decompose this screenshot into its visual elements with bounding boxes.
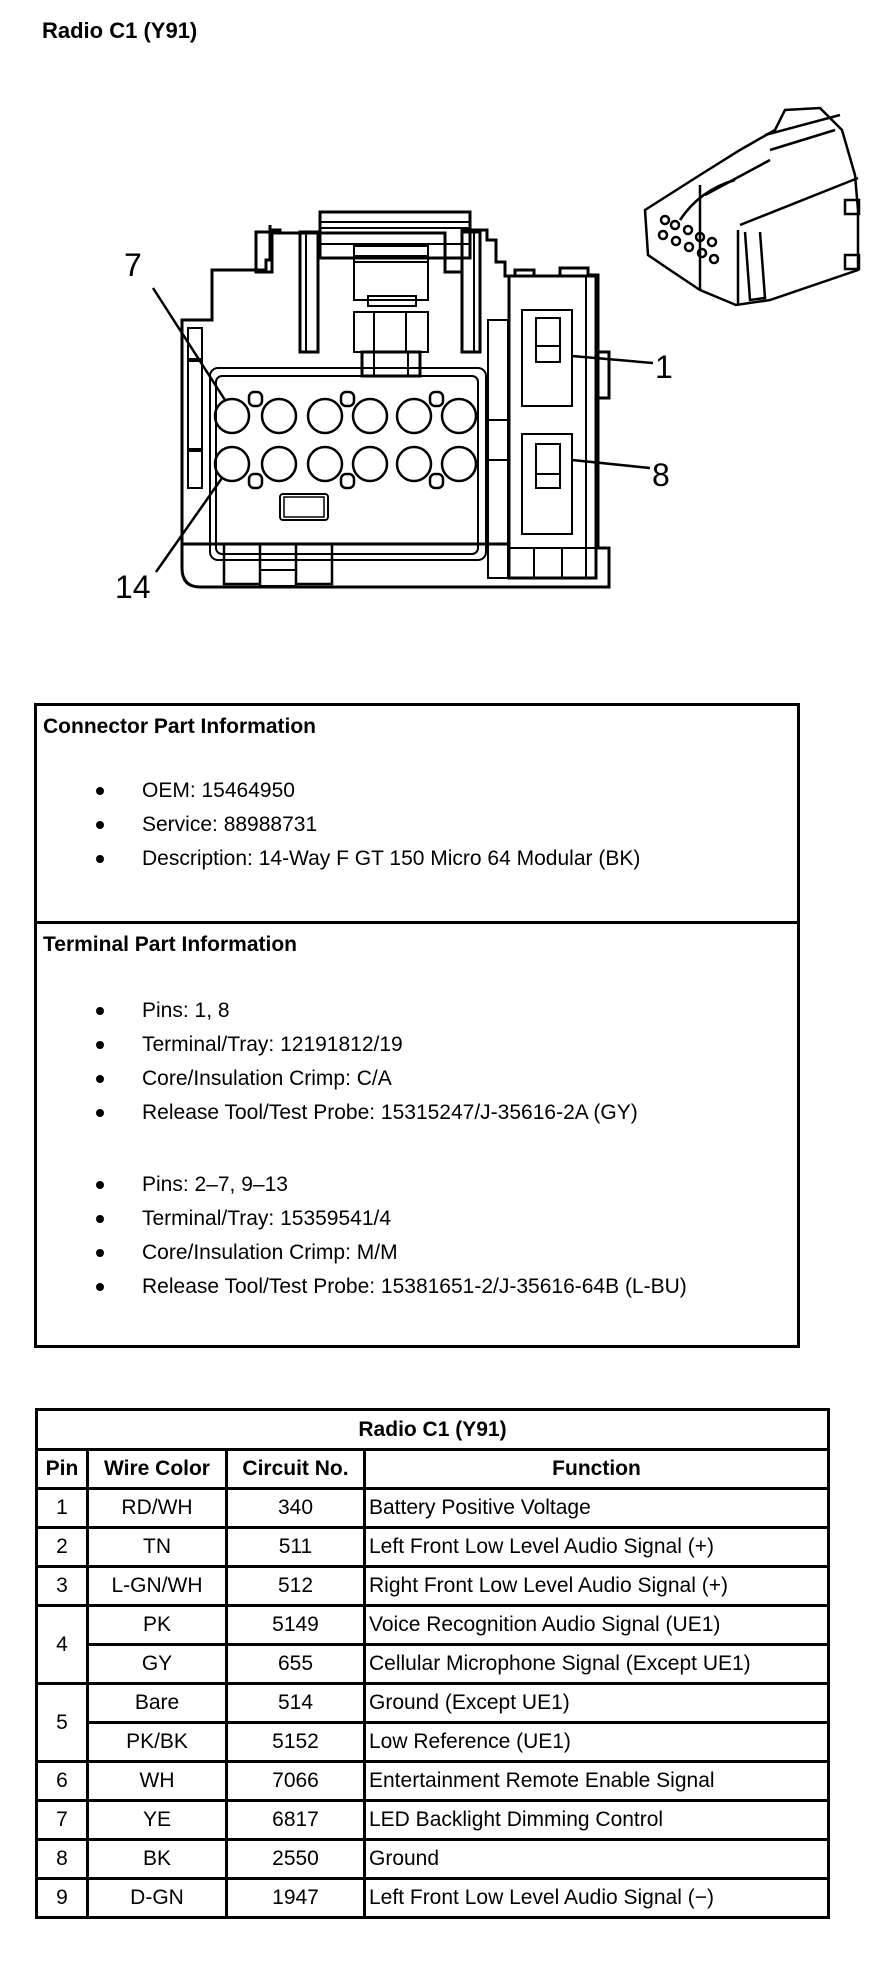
terminal-tray: Terminal/Tray: 15359541/4 — [142, 1207, 392, 1230]
list-item — [37, 1270, 687, 1304]
pin-label-1: 1 — [655, 349, 673, 385]
table-row — [37, 1645, 829, 1684]
table-row — [37, 1567, 829, 1606]
table-row — [37, 1528, 829, 1567]
list-item — [37, 1168, 687, 1202]
terminal-pins: Pins: 1, 8 — [142, 999, 230, 1022]
bullet-icon — [96, 855, 104, 863]
pin-label-7: 7 — [124, 247, 142, 283]
bullet-icon — [96, 1007, 104, 1015]
connector-description: Description: 14-Way F GT 150 Micro 64 Modular (BK) — [142, 847, 641, 870]
connector-face-view — [182, 212, 609, 587]
function-cell: Cellular Microphone Signal (Except UE1) — [365, 1645, 829, 1684]
function-cell: Entertainment Remote Enable Signal — [365, 1762, 829, 1801]
bullet-icon — [96, 1283, 104, 1291]
bullet-icon — [96, 1109, 104, 1117]
circuit-cell: 5152 — [227, 1723, 365, 1762]
bullet-icon — [96, 1249, 104, 1257]
circuit-cell: 655 — [227, 1645, 365, 1684]
function-cell: Right Front Low Level Audio Signal (+) — [365, 1567, 829, 1606]
circuit-cell: 6817 — [227, 1801, 365, 1840]
pin-cell: 6 — [37, 1762, 88, 1801]
connector-isometric-illustration — [645, 108, 859, 305]
table-row — [37, 1840, 829, 1879]
bullet-icon — [96, 821, 104, 829]
list-item — [37, 1096, 638, 1130]
connector-oem: OEM: 15464950 — [142, 779, 295, 802]
list-item — [37, 808, 640, 842]
connector-part-information — [37, 706, 797, 924]
table-row — [37, 1684, 829, 1723]
wire-color-cell: Bare — [88, 1684, 227, 1723]
terminal-part-information — [37, 924, 797, 1345]
bullet-icon — [96, 1041, 104, 1049]
bullet-icon — [96, 1075, 104, 1083]
function-cell: Ground — [365, 1840, 829, 1879]
table-row — [37, 1606, 829, 1645]
terminal-info-group-1 — [37, 994, 638, 1130]
circuit-cell: 512 — [227, 1567, 365, 1606]
cavity-row-top — [215, 392, 476, 433]
wire-color-cell: GY — [88, 1645, 227, 1684]
bullet-icon — [96, 787, 104, 795]
terminal-tray: Terminal/Tray: 12191812/19 — [142, 1033, 403, 1056]
wire-color-cell: RD/WH — [88, 1489, 227, 1528]
column-header-function: Function — [365, 1450, 829, 1489]
function-cell: Low Reference (UE1) — [365, 1723, 829, 1762]
pin-cell: 4 — [37, 1606, 88, 1684]
bullet-icon — [96, 1181, 104, 1189]
wire-color-cell: YE — [88, 1801, 227, 1840]
terminal-release-tool: Release Tool/Test Probe: 15381651-2/J-35616-64B (L-BU) — [142, 1275, 687, 1298]
terminal-release-tool: Release Tool/Test Probe: 15315247/J-35616-2A (GY) — [142, 1101, 638, 1124]
cavity-row-bottom — [215, 447, 476, 488]
wire-color-cell: PK/BK — [88, 1723, 227, 1762]
wire-color-cell: WH — [88, 1762, 227, 1801]
circuit-cell: 2550 — [227, 1840, 365, 1879]
pin-cell: 7 — [37, 1801, 88, 1840]
function-cell: Left Front Low Level Audio Signal (−) — [365, 1879, 829, 1918]
terminal-pins: Pins: 2–7, 9–13 — [142, 1173, 288, 1196]
circuit-cell: 1947 — [227, 1879, 365, 1918]
part-information-box — [34, 703, 800, 1348]
connector-info-list — [37, 774, 640, 876]
circuit-cell: 514 — [227, 1684, 365, 1723]
table-row — [37, 1801, 829, 1840]
pin-cell: 5 — [37, 1684, 88, 1762]
wire-color-cell: BK — [88, 1840, 227, 1879]
pin-cell: 1 — [37, 1489, 88, 1528]
terminal-crimp: Core/Insulation Crimp: C/A — [142, 1067, 392, 1090]
table-row — [37, 1879, 829, 1918]
list-item — [37, 842, 640, 876]
list-item — [37, 994, 638, 1028]
connector-service: Service: 88988731 — [142, 813, 318, 836]
terminal-crimp: Core/Insulation Crimp: M/M — [142, 1241, 398, 1264]
list-item — [37, 1202, 687, 1236]
wire-color-cell: PK — [88, 1606, 227, 1645]
pin-table — [35, 1408, 830, 1919]
table-caption: Radio C1 (Y91) — [37, 1410, 829, 1450]
pin-cell: 3 — [37, 1567, 88, 1606]
function-cell: Battery Positive Voltage — [365, 1489, 829, 1528]
column-header-pin: Pin — [37, 1450, 88, 1489]
table-row — [37, 1489, 829, 1528]
pin-label-14: 14 — [115, 569, 151, 605]
list-item — [37, 1062, 638, 1096]
list-item — [37, 1236, 687, 1270]
function-cell: Ground (Except UE1) — [365, 1684, 829, 1723]
wire-color-cell: TN — [88, 1528, 227, 1567]
circuit-cell: 5149 — [227, 1606, 365, 1645]
wire-color-cell: D-GN — [88, 1879, 227, 1918]
function-cell: Voice Recognition Audio Signal (UE1) — [365, 1606, 829, 1645]
function-cell: Left Front Low Level Audio Signal (+) — [365, 1528, 829, 1567]
list-item — [37, 774, 640, 808]
circuit-cell: 7066 — [227, 1762, 365, 1801]
list-item — [37, 1028, 638, 1062]
circuit-cell: 511 — [227, 1528, 365, 1567]
pin-cell: 9 — [37, 1879, 88, 1918]
table-row — [37, 1762, 829, 1801]
table-row — [37, 1723, 829, 1762]
page-title: Radio C1 (Y91) — [42, 18, 198, 43]
bullet-icon — [96, 1215, 104, 1223]
pin-cell: 8 — [37, 1840, 88, 1879]
circuit-cell: 340 — [227, 1489, 365, 1528]
connector-info-heading: Connector Part Information — [43, 715, 317, 738]
connector-diagram — [0, 0, 896, 640]
pin-label-8: 8 — [652, 457, 670, 493]
column-header-circuit-no: Circuit No. — [227, 1450, 365, 1489]
wire-color-cell: L-GN/WH — [88, 1567, 227, 1606]
pin-cell: 2 — [37, 1528, 88, 1567]
function-cell: LED Backlight Dimming Control — [365, 1801, 829, 1840]
terminal-info-heading: Terminal Part Information — [43, 933, 297, 956]
column-header-wire-color: Wire Color — [88, 1450, 227, 1489]
terminal-info-group-2 — [37, 1168, 687, 1304]
